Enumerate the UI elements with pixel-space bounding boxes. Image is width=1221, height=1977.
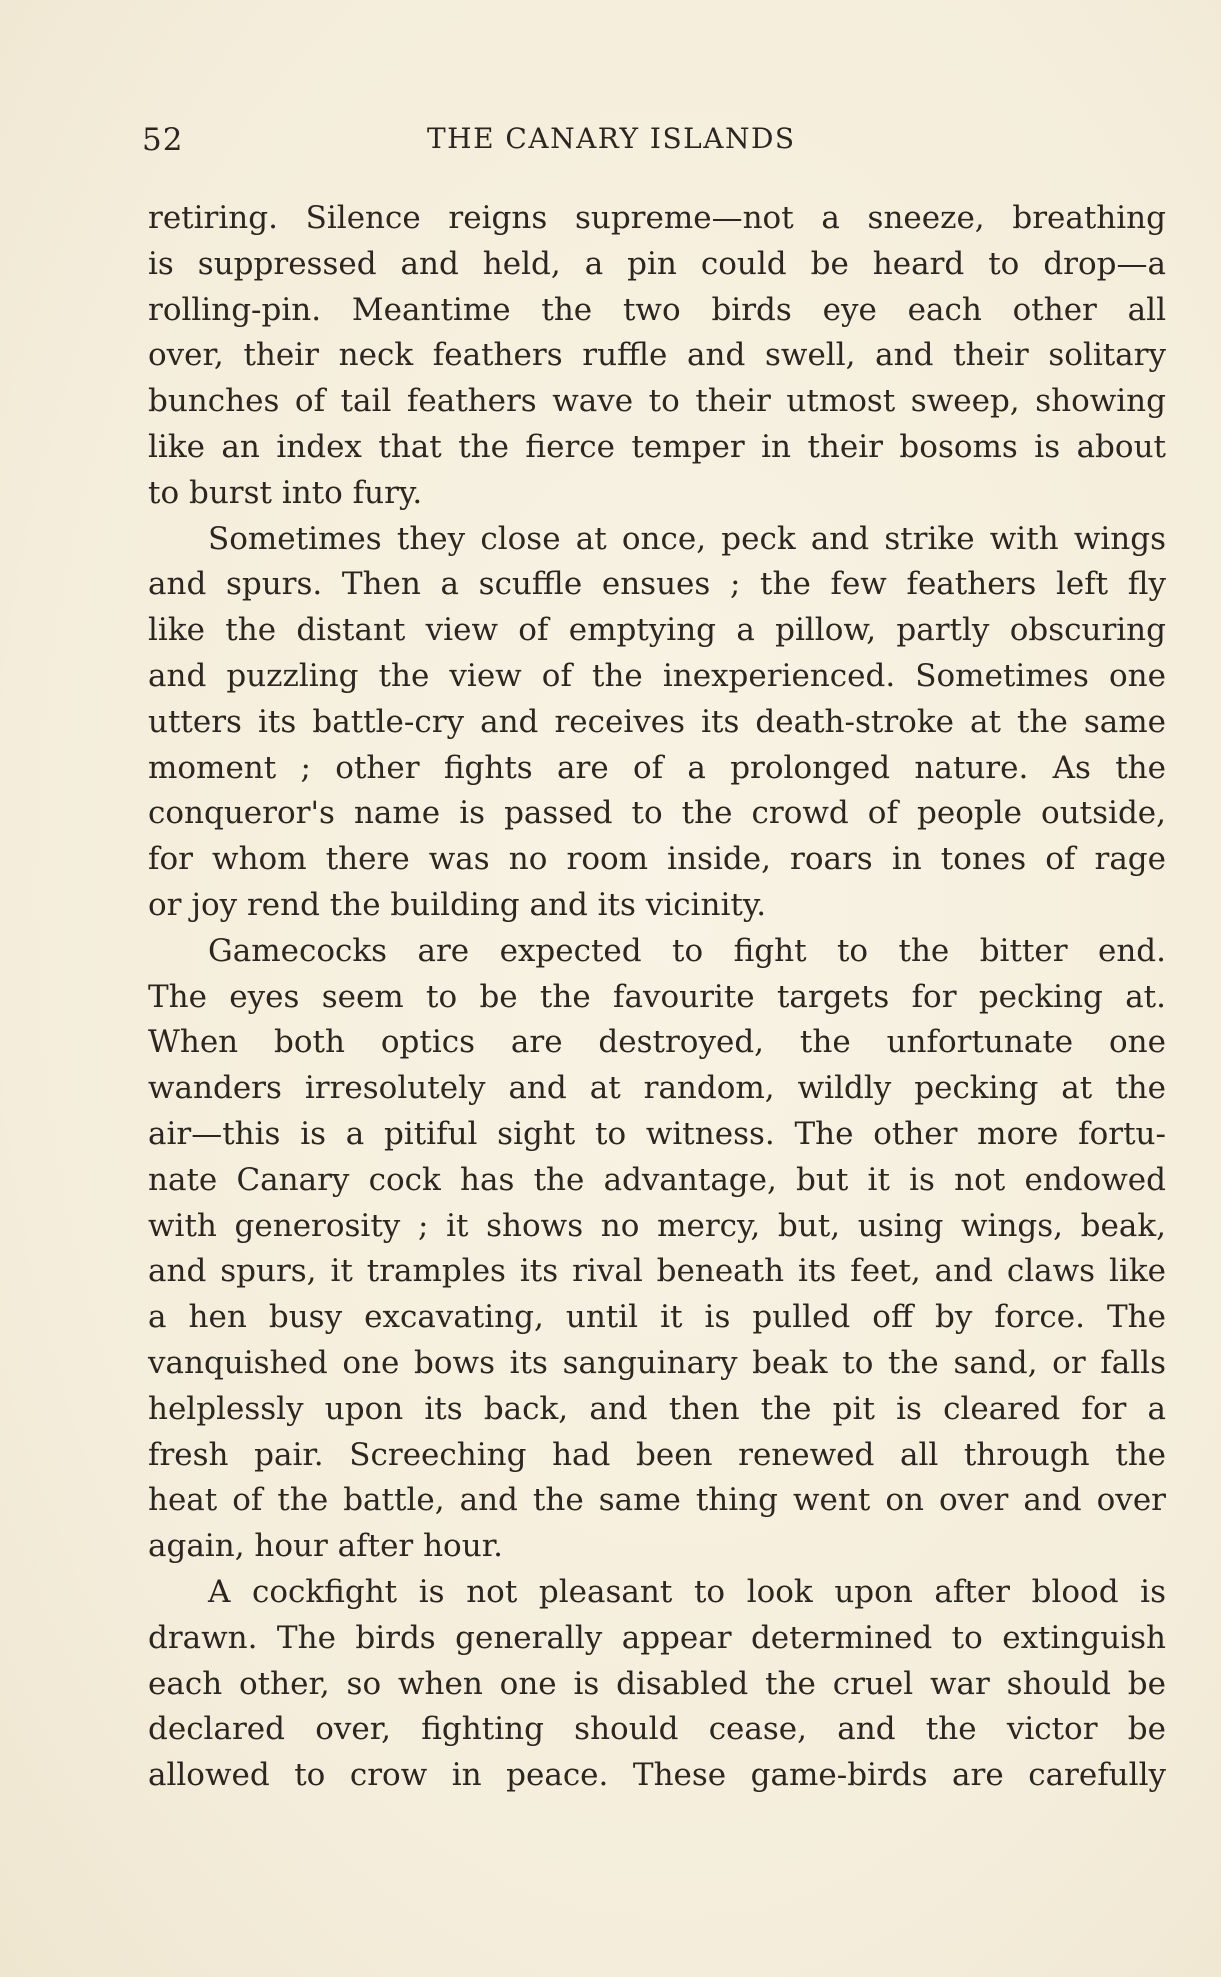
text-line: again, hour after hour. [148,1528,503,1565]
text-line: a hen busy excavating, until it is pulled off by force. The [148,1299,1166,1336]
text-line: for whom there was no room inside, roars in tones of rage [148,841,1166,878]
text-line: bunches of tail feathers wave to their utmost sweep, showing [148,383,1166,420]
running-title: THE CANARY ISLANDS [427,122,796,155]
text-line: conqueror's name is passed to the crowd of people outside, [148,795,1166,832]
text-line: heat of the battle, and the same thing went on over and over [148,1482,1166,1519]
text-line: is suppressed and held, a pin could be heard to drop—a [148,245,1166,282]
text-line: moment ; other fights are of a prolonged nature. As the [148,749,1166,786]
text-line: declared over, fighting should cease, and the victor be [148,1711,1166,1748]
text-line: The eyes seem to be the favourite targets for pecking at. [148,978,1166,1015]
text-line: and spurs. Then a scuffle ensues ; the few feathers left fly [148,566,1166,603]
text-line: fresh pair. Screeching had been renewed all through the [148,1436,1166,1473]
text-line: with generosity ; it shows no mercy, but, using wings, beak, [148,1207,1166,1244]
text-line: Gamecocks are expected to fight to the bitter end. [208,932,1166,969]
text-line: like the distant view of emptying a pillow, partly obscuring [148,612,1166,649]
text-line: or joy rend the building and its vicinity. [148,886,767,923]
text-line: and puzzling the view of the inexperienced. Sometimes one [148,657,1166,694]
text-line: helplessly upon its back, and then the pit is cleared for a [148,1390,1166,1427]
page-number: 52 [142,122,184,158]
paragraph-4 [148,1570,1166,1799]
paragraph-1 [148,196,1166,517]
text-line: Sometimes they close at once, peck and strike with wings [208,520,1166,557]
text-line: allowed to crow in peace. These game-birds are carefully [148,1757,1166,1794]
text-line: rolling-pin. Meantime the two birds eye each other all [148,291,1166,328]
text-line: air—this is a pitiful sight to witness. The other more fortu- [148,1115,1166,1152]
text-line: each other, so when one is disabled the cruel war should be [148,1665,1166,1702]
page-header [142,122,1142,162]
text-line: to burst into fury. [148,474,423,511]
text-line: wanders irresolutely and at random, wildly pecking at the [148,1070,1166,1107]
body-text [148,196,1166,1799]
text-line: When both optics are destroyed, the unfortunate one [148,1024,1166,1061]
text-line: vanquished one bows its sanguinary beak to the sand, or falls [148,1344,1166,1381]
text-line: drawn. The birds generally appear determined to extinguish [148,1619,1166,1656]
text-line: over, their neck feathers ruffle and swell, and their solitary [148,337,1166,374]
text-line: utters its battle-cry and receives its death-stroke at the same [148,703,1166,740]
text-line: retiring. Silence reigns supreme—not a sneeze, breathing [148,200,1166,236]
text-line: A cockfight is not pleasant to look upon after blood is [208,1573,1166,1610]
paragraph-2 [148,517,1166,929]
paragraph-3 [148,929,1166,1570]
text-line: nate Canary cock has the advantage, but it is not endowed [148,1161,1166,1198]
text-line: like an index that the fierce temper in their bosoms is about [148,428,1166,465]
text-line: and spurs, it tramples its rival beneath its feet, and claws like [148,1253,1166,1290]
